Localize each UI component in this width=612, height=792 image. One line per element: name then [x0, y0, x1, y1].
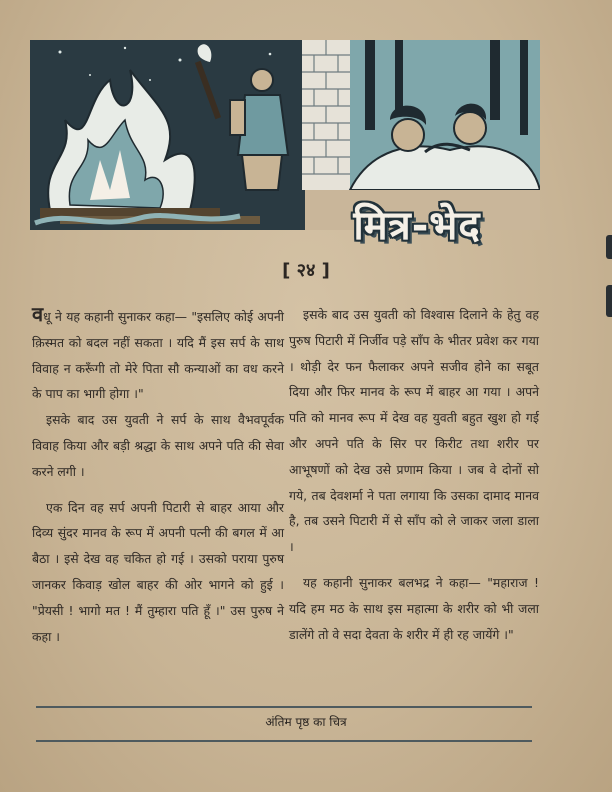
- right-text-column: [289, 302, 539, 647]
- left-paragraph-3: एक दिन वह सर्प अपनी पिटारी से बाहर आया और दिव्य सुंदर मानव के रूप में अपनी पत्नी की बगल में आ बैठा । इसे देख वह चकित हो गई । उसको पराया पुरुष जानकर किवाड़ खोल बाहर की ओर भागने को हुई । "प्रेयसी ! भागो मत ! मैं तुम्हारा पति हूँ ।" उस पुरुष ने कहा ।: [32, 499, 284, 644]
- right-paragraph-2: यह कहानी सुनाकर बलभद्र ने कहा— "महाराज ! यदि हम मठ के साथ इस महात्मा के शरीर को भी जला डालेंगे तो वे सदा देवता के शरीर में ही रह जायेंगे ।": [289, 574, 539, 642]
- right-paragraph-1: इसके बाद उस युवती को विश्वास दिलाने के हेतु वह पुरुष पिटारी में निर्जीव पड़े साँप के भीतर प्रवेश कर गया । थोड़ी देर फन फैलाकर अपने सजीव होने का सबूत दिया और फिर मानव के रूप में बाहर आ गया । अपने पति को मानव रूप में देख वह युवती बहुत खुश हो गई और अपने पति के सिर पर किरीट तथा शरीर पर आभूषणों को देख उसे प्रणाम किया । जब वे दोनों सो गये, तब देवशर्मा ने पता लगाया कि उसका दामाद मानव है, तब उसने पिटारी में से साँप को ले जाकर जला डाला ।: [289, 307, 539, 555]
- left-paragraph-1: [32, 302, 284, 407]
- story-title: [306, 192, 528, 254]
- left-text-column: [32, 302, 284, 649]
- binding-mark-top: [606, 235, 612, 259]
- story-title-text: मित्र-भेद: [353, 202, 481, 249]
- footer-rule-bottom: [36, 740, 532, 742]
- binding-mark-bottom: [606, 285, 612, 317]
- left-paragraph-2: इसके बाद उस युवती ने सर्प के साथ वैभवपूर्वक विवाह किया और बड़ी श्रद्धा के साथ अपने पति की सेवा करने लगी ।: [32, 412, 284, 479]
- chapter-number: [ २४ ]: [282, 260, 330, 281]
- footer-caption: अंतिम पृष्ठ का चित्र: [265, 715, 347, 729]
- left-paragraph-1-text: धू ने यह कहानी सुनाकर कहा— "इसलिए कोई अपनी क़िस्मत को बदल नहीं सकता । यदि मैं इस सर्प के साथ विवाह न करूँगी तो मेरे पिता सौ कन्याओं का वध करने के पाप का भागी होगा ।": [32, 309, 284, 402]
- footer-rule-top: [36, 706, 532, 708]
- drop-cap: व: [32, 302, 44, 326]
